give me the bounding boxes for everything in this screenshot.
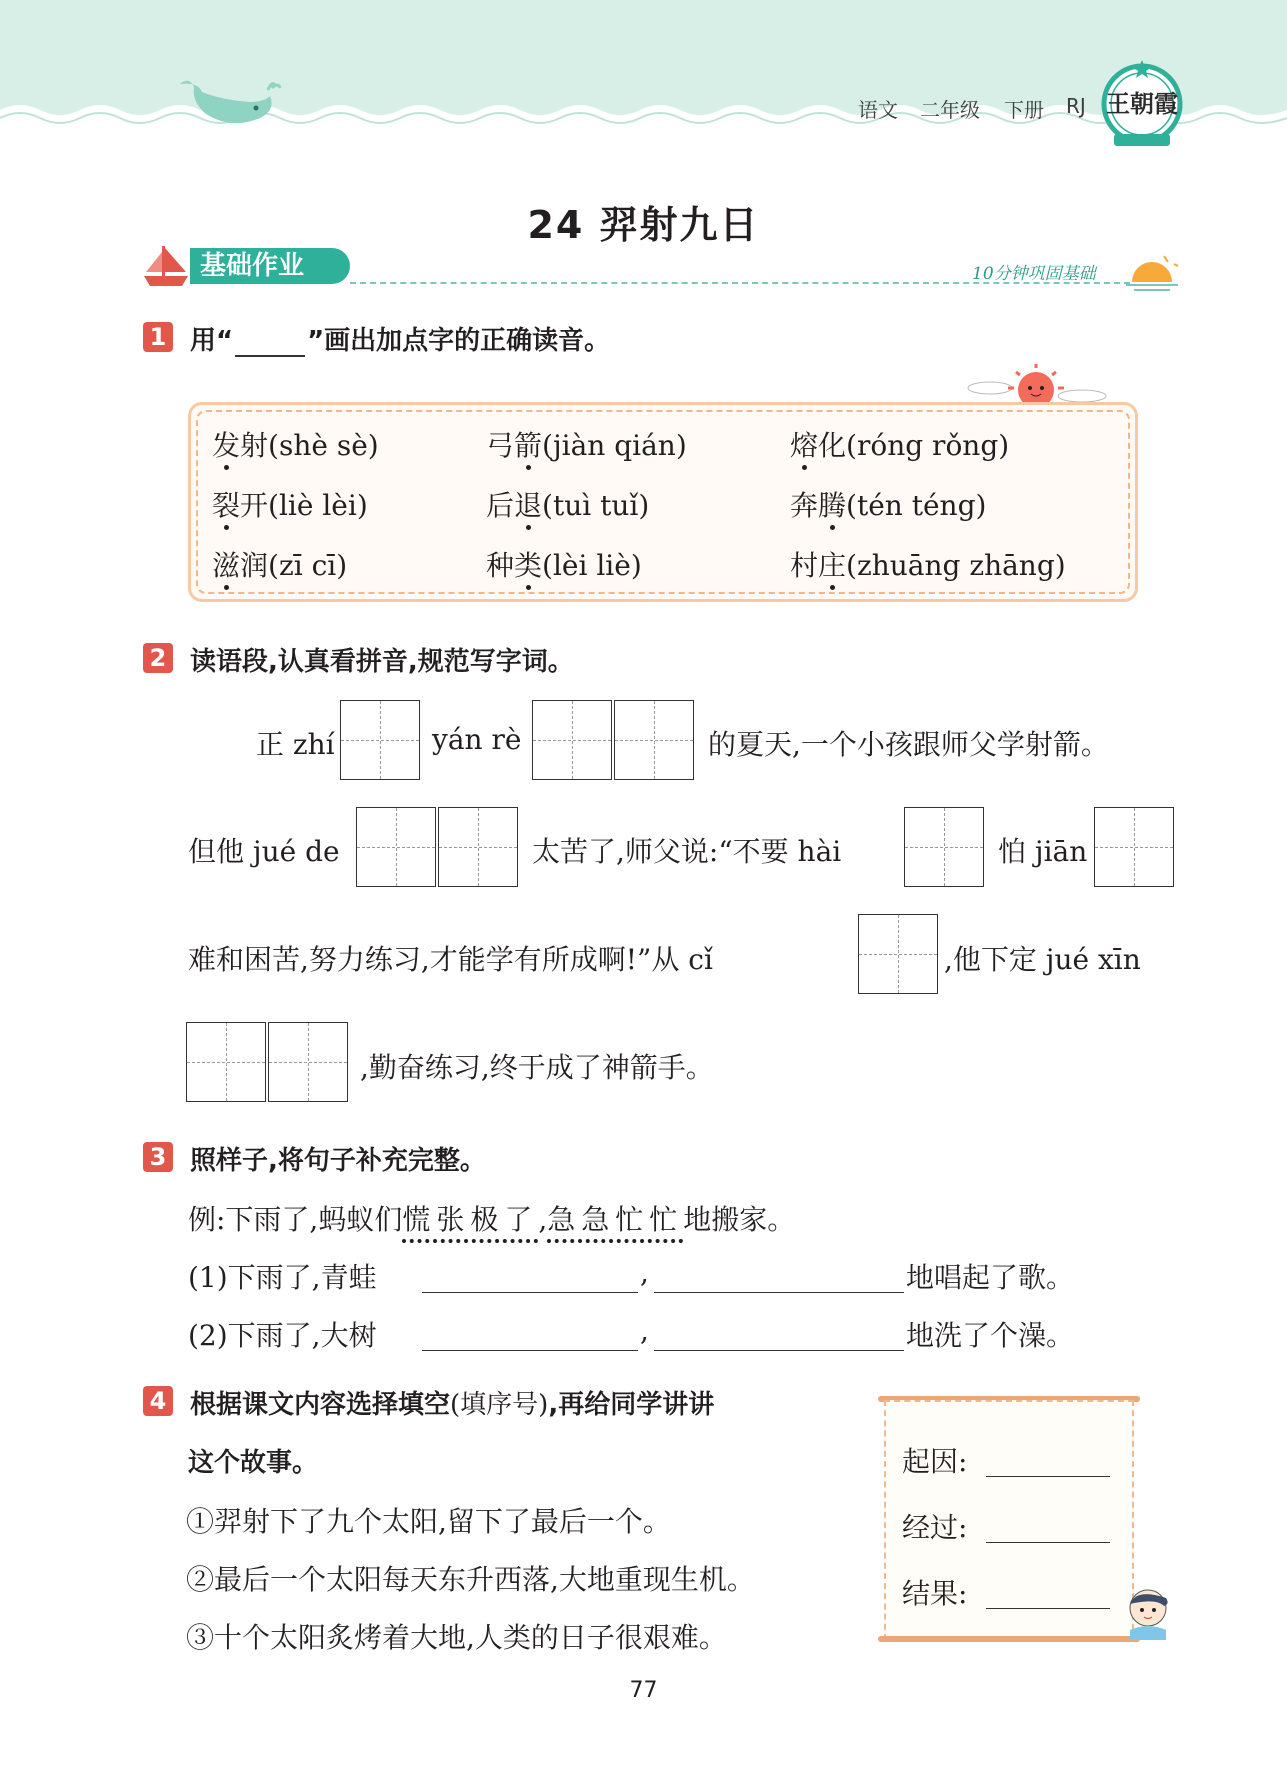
cartoon-kid-icon bbox=[1118, 1582, 1178, 1640]
section-label: 基础作业 bbox=[190, 248, 350, 284]
answer-line[interactable] bbox=[654, 1350, 904, 1351]
q2-text: 怕 jiān bbox=[998, 835, 1088, 868]
q2-prompt: 读语段,认真看拼音,规范写字词。 bbox=[190, 647, 574, 677]
brand-name: 王朝霞 bbox=[1106, 89, 1178, 118]
writing-grid-cell[interactable] bbox=[438, 807, 518, 887]
scroll-rod-bottom bbox=[878, 1636, 1140, 1642]
q3-sentence-2: (2)下雨了,大树 bbox=[188, 1319, 377, 1352]
grade-label: 二年级 bbox=[920, 98, 980, 122]
q2-text: ,勤奋练习,终于成了神箭手。 bbox=[360, 1051, 714, 1084]
page-number: 77 bbox=[629, 1678, 658, 1703]
pinyin-item[interactable]: 滋润(zī cī) bbox=[212, 549, 348, 582]
q2-text: yán rè bbox=[432, 723, 522, 756]
q3-comma: , bbox=[640, 1314, 649, 1347]
writing-grid-cell[interactable] bbox=[858, 914, 938, 994]
lesson-title: 24 羿射九日 bbox=[527, 203, 760, 247]
q2-text: 的夏天,一个小孩跟师父学射箭。 bbox=[708, 728, 1109, 761]
q3-comma: , bbox=[640, 1256, 649, 1289]
question-number: 2 bbox=[143, 643, 173, 673]
q3-example: 例:下雨了,蚂蚁们慌张极了,急急忙忙地搬家。 bbox=[188, 1203, 796, 1236]
writing-grid-cell[interactable] bbox=[268, 1022, 348, 1102]
pinyin-item[interactable]: 裂开(liè lèi) bbox=[212, 489, 368, 522]
result-label: 结果: bbox=[902, 1577, 968, 1610]
q4-prompt-cont: 这个故事。 bbox=[188, 1448, 319, 1478]
writing-grid-cell[interactable] bbox=[340, 700, 420, 780]
whale-icon bbox=[172, 72, 282, 134]
pinyin-item[interactable]: 后退(tuì tuǐ) bbox=[486, 489, 650, 522]
q3-prompt: 照样子,将句子补充完整。 bbox=[190, 1146, 486, 1176]
underline-sample bbox=[235, 331, 305, 357]
pinyin-item[interactable]: 奔腾(tén téng) bbox=[790, 489, 987, 522]
cause-answer-line[interactable] bbox=[986, 1476, 1110, 1477]
q2-text: ,他下定 jué xīn bbox=[944, 943, 1141, 976]
answer-line[interactable] bbox=[422, 1292, 638, 1293]
q1-prompt: 用“ ”画出加点字的正确读音。 bbox=[190, 326, 611, 356]
q4-option-3: ③十个太阳炙烤着大地,人类的日子很艰难。 bbox=[186, 1621, 727, 1654]
q3-sentence-1-end: 地唱起了歌。 bbox=[906, 1261, 1075, 1294]
cause-label: 起因: bbox=[902, 1445, 968, 1478]
process-label: 经过: bbox=[902, 1511, 968, 1544]
q2-text: 正 zhí bbox=[256, 728, 335, 761]
writing-grid-cell[interactable] bbox=[904, 807, 984, 887]
q2-text: 难和困苦,努力练习,才能学有所成啊!”从 cǐ bbox=[188, 943, 713, 976]
subject-label: 语文 bbox=[858, 98, 898, 122]
pinyin-item[interactable]: 熔化(róng rǒng) bbox=[790, 429, 1010, 462]
writing-grid-cell[interactable] bbox=[532, 700, 612, 780]
process-answer-line[interactable] bbox=[986, 1542, 1110, 1543]
question-number: 1 bbox=[143, 322, 173, 352]
answer-line[interactable] bbox=[654, 1292, 904, 1293]
q3-sentence-2-end: 地洗了个澡。 bbox=[906, 1319, 1075, 1352]
pinyin-item[interactable]: 村庄(zhuāng zhāng) bbox=[790, 549, 1066, 582]
sailboat-icon bbox=[142, 244, 190, 288]
writing-grid-cell[interactable] bbox=[1094, 807, 1174, 887]
q2-text: 但他 jué de bbox=[188, 835, 340, 868]
section-time-note: 10分钟巩固基础 bbox=[972, 264, 1096, 284]
edition-label: RJ bbox=[1066, 94, 1086, 118]
pinyin-item[interactable]: 弓箭(jiàn qián) bbox=[486, 429, 687, 462]
writing-grid-cell[interactable] bbox=[614, 700, 694, 780]
q3-sentence-1: (1)下雨了,青蛙 bbox=[188, 1261, 377, 1294]
q2-text: 太苦了,师父说:“不要 hài bbox=[532, 835, 842, 868]
q4-option-1: ①羿射下了九个太阳,留下了最后一个。 bbox=[186, 1505, 671, 1538]
q4-prompt: 根据课文内容选择填空(填序号),再给同学讲讲 bbox=[190, 1390, 715, 1420]
volume-label: 下册 bbox=[1004, 98, 1044, 122]
pinyin-item[interactable]: 发射(shè sè) bbox=[212, 429, 379, 462]
result-answer-line[interactable] bbox=[986, 1608, 1110, 1609]
answer-line[interactable] bbox=[422, 1350, 638, 1351]
question-number: 4 bbox=[143, 1386, 173, 1416]
writing-grid-cell[interactable] bbox=[356, 807, 436, 887]
pinyin-item[interactable]: 种类(lèi liè) bbox=[486, 549, 642, 582]
writing-grid-cell[interactable] bbox=[186, 1022, 266, 1102]
sun-face-icon bbox=[960, 360, 1110, 406]
question-number: 3 bbox=[143, 1142, 173, 1172]
sunset-icon bbox=[1124, 252, 1180, 296]
q4-option-2: ②最后一个太阳每天东升西落,大地重现生机。 bbox=[186, 1563, 755, 1596]
